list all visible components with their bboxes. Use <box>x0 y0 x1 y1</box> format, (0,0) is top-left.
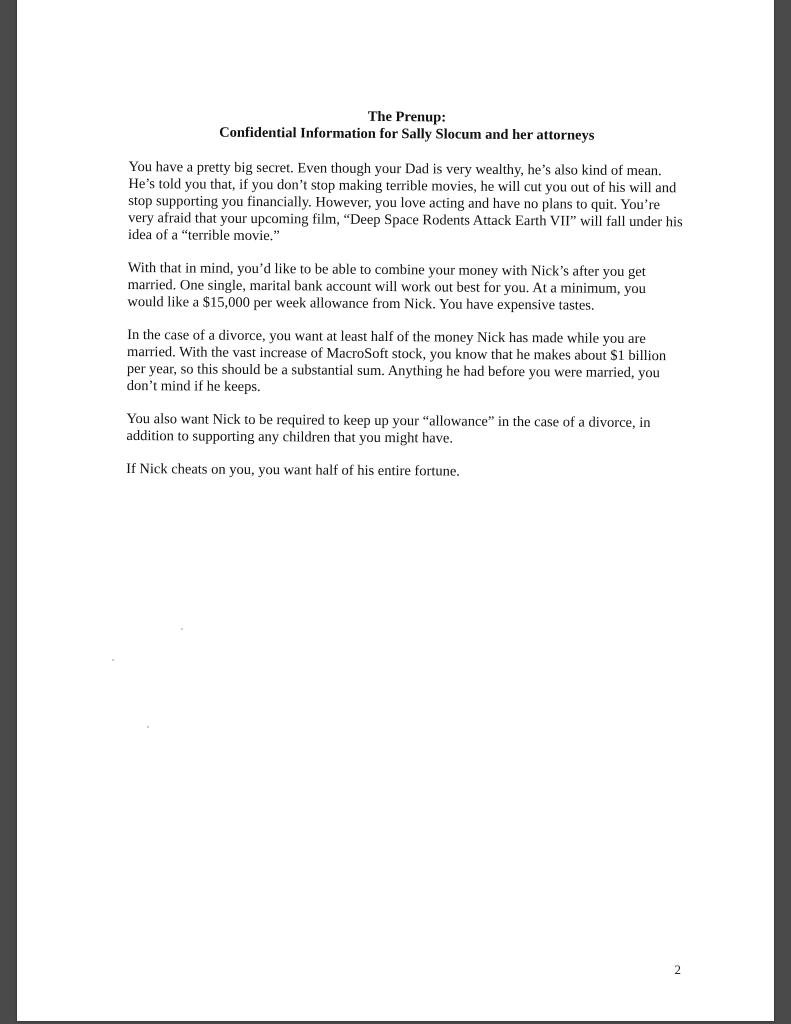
document-body <box>126 107 685 498</box>
paragraph-divorce: In the case of a divorce, you want at least half of the money Nick has made while you are married. With the vast increase of MacroSoft stock, you know that he makes about $1 billion per year, so this should be a substantial sum. Anything he had before you were married, you don’t mind if he keeps. <box>126 326 667 396</box>
scan-speck <box>112 659 114 661</box>
document-page <box>17 0 774 1021</box>
paragraph-cheating: If Nick cheats on you, you want half of his entire fortune. <box>126 460 461 480</box>
page-number: 2 <box>674 962 681 977</box>
paragraph-bank-account: With that in mind, you’d like to be able to combine your money with Nick’s after you get married. One single, marital bank account will work out best for you. At a minimum, you would like a $15,000 per week allowance from Nick. You have expensive tastes. <box>127 259 646 314</box>
scan-speck <box>181 628 183 630</box>
scan-speck <box>147 726 149 728</box>
document-title: The Prenup: <box>367 108 447 126</box>
document-subtitle: Confidential Information for Sally Slocum and her attorneys <box>219 124 595 144</box>
paragraph-secret: You have a pretty big secret. Even though your Dad is very wealthy, he’s also kind of mean. He’s told you that, if you don’t stop making terrible movies, he will cut you out of his will and stop supporting you financially. However, you love acting and have no plans to quit. You’re very afraid that your upcoming film, “Deep Space Rodents Attack Earth VII” will fall under his idea of a “terrible movie.” <box>127 158 683 245</box>
title-block <box>129 107 685 145</box>
paragraph-allowance: You also want Nick to be required to keep up your “allowance” in the case of a divorce, in addition to supporting any children that you might have. <box>126 410 651 447</box>
